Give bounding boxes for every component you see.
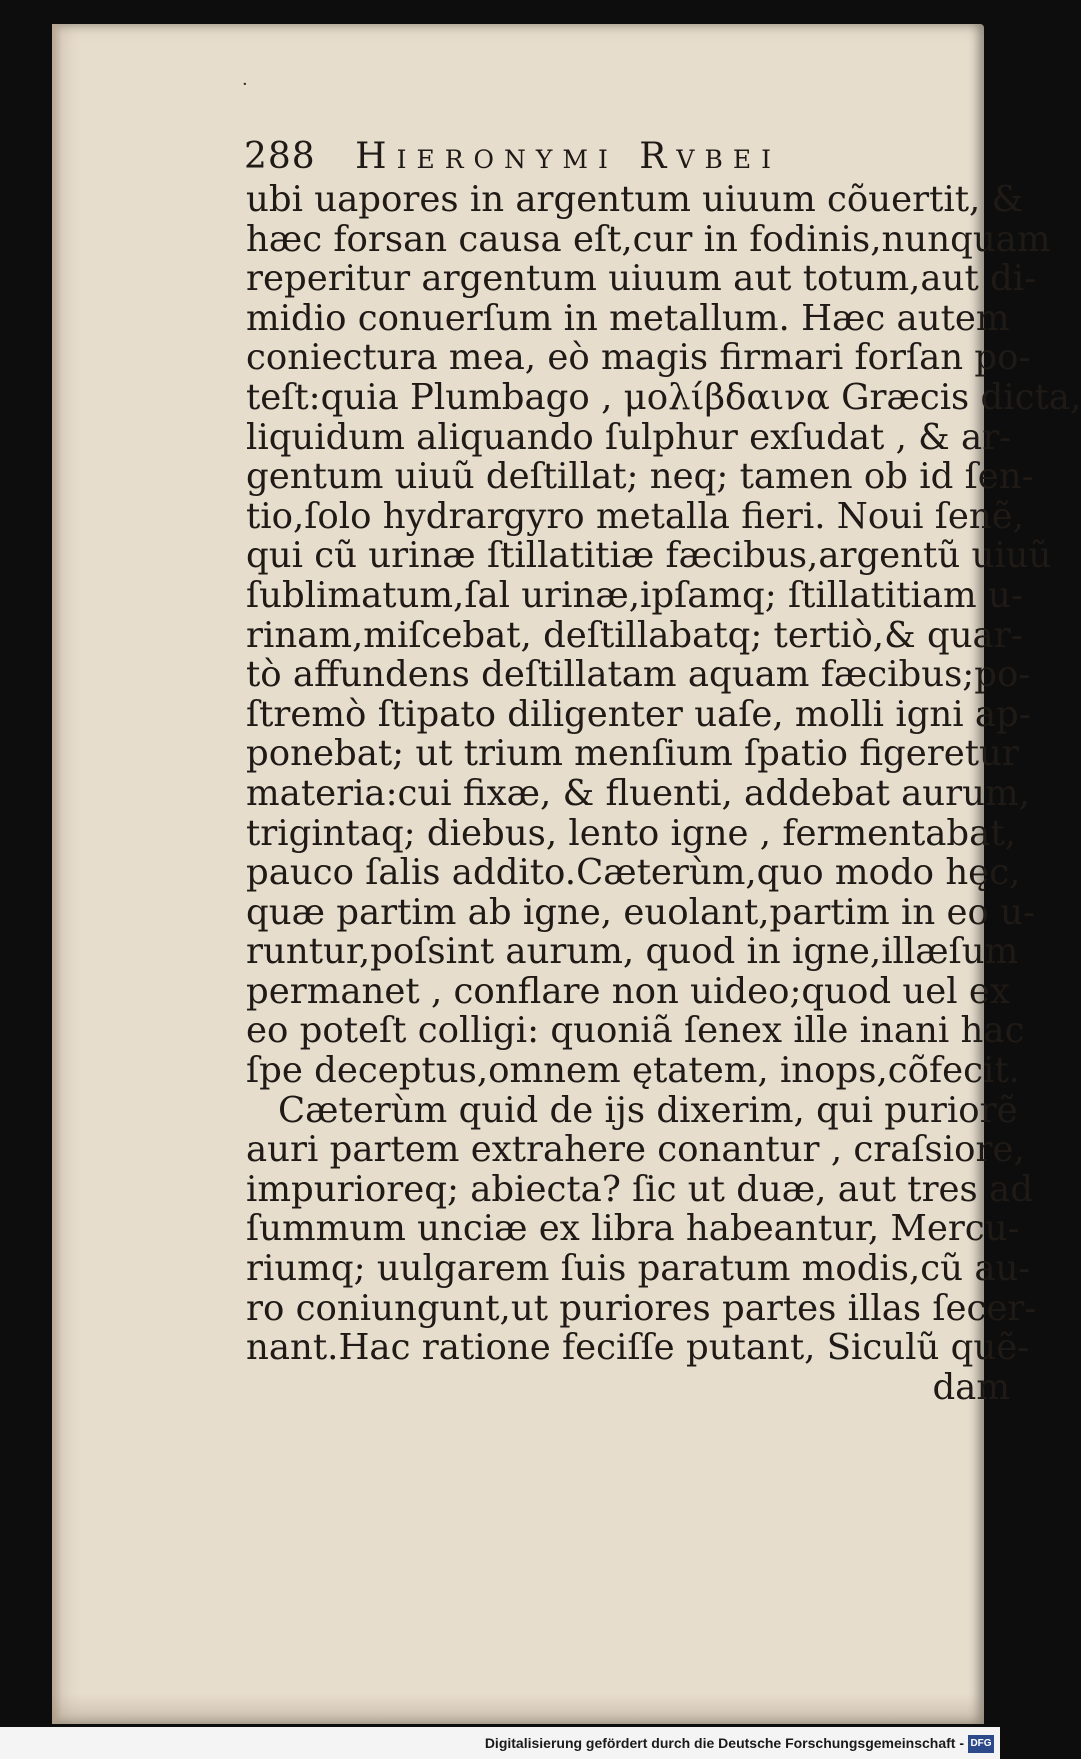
text-line: hæc forsan causa eſt,cur in fodinis,nunquam — [246, 218, 1051, 260]
text-line-indented: Cæterùm quid de ijs dixerim, qui puriorẽ — [278, 1089, 1018, 1131]
ink-mark: · — [242, 74, 248, 95]
text-line: tò affundens deſtillatam aquam fæcibus;po- — [246, 654, 1031, 696]
text-line: auri partem extrahere conantur , craſsiore, — [246, 1129, 1025, 1171]
text-line: ro coniungunt,ut puriores partes illas ſecer- — [246, 1287, 1037, 1329]
page-number: 288 — [244, 136, 316, 177]
text-line: nant.Hac ratione feciſſe putant, Siculũ quẽ- — [246, 1327, 1030, 1369]
text-line: gentum uiuũ deſtillat; neq; tamen ob id ſen- — [246, 456, 1034, 498]
text-line: midio conuerſum in metallum. Hæc autem — [246, 297, 1010, 339]
text-line: trigintaq; diebus, lento igne , fermentabat, — [246, 812, 1016, 854]
text-line: qui cũ urinæ ſtillatitiæ fæcibus,argentũ uiuũ — [246, 535, 1052, 577]
gutter-shadow — [52, 24, 62, 1724]
catchword: dam — [932, 1366, 1010, 1408]
running-head-title: Hieronymi Rvbei — [355, 136, 781, 177]
text-line: quæ partim ab igne, euolant,partim in eo u- — [246, 891, 1035, 933]
book-page — [52, 24, 1081, 1724]
text-line: ſummum unciæ ex libra habeantur, Mercu- — [246, 1208, 1020, 1250]
footer-bar — [0, 1727, 1000, 1759]
running-header — [244, 136, 781, 178]
text-line: ſpe deceptus,omnem ętatem, inops,cõfecit. — [246, 1050, 1020, 1092]
text-line: liquidum aliquando ſulphur exſudat , & ar- — [246, 416, 1012, 458]
text-line: rinam,miſcebat, deſtillabatq; tertiò,& quar- — [246, 614, 1023, 656]
text-line: tio,ſolo hydrargyro metalla fieri. Noui ſenẽ, — [246, 495, 1025, 537]
text-line: ſtremò ſtipato diligenter uaſe, molli igni ap- — [246, 693, 1031, 735]
text-line: reperitur argentum uiuum aut totum,aut di- — [246, 258, 1037, 300]
text-line: permanet , conflare non uideo;quod uel ex — [246, 970, 1010, 1012]
text-line: eo poteſt colligi: quoniã ſenex ille inani hac — [246, 1010, 1025, 1052]
text-line: runtur,poſsint aurum, quod in igne,illæſum — [246, 931, 1019, 973]
text-line: pauco ſalis addito.Cæterùm,quo modo hęc, — [246, 852, 1021, 894]
funding-notice: Digitalisierung gefördert durch die Deutsche Forschungsgemeinschaft - — [484, 1735, 964, 1751]
page-edge-shadow — [52, 1694, 984, 1724]
text-line: ubi uapores in argentum uiuum cõuertit, & — [246, 179, 1024, 220]
dfg-logo: DFG — [968, 1735, 994, 1753]
body-text — [246, 179, 1081, 1408]
text-line: ponebat; ut trium menſium ſpatio figeretur — [246, 733, 1019, 775]
text-line: ſublimatum,ſal urinæ,ipſamq; ſtillatitiam u- — [246, 574, 1023, 616]
text-line: coniectura mea, eò magis firmari forſan po- — [246, 337, 1031, 379]
text-line: impurioreq; abiecta? ſic ut duæ, aut tres ad — [246, 1168, 1033, 1210]
text-line: teſt:quia Plumbago , μολίβδαινα Græcis dicta, — [246, 376, 1081, 418]
text-line: riumq; uulgarem ſuis paratum modis,cũ au- — [246, 1248, 1031, 1290]
text-line: materia:cui fixæ, & fluenti, addebat aurum, — [246, 772, 1030, 814]
